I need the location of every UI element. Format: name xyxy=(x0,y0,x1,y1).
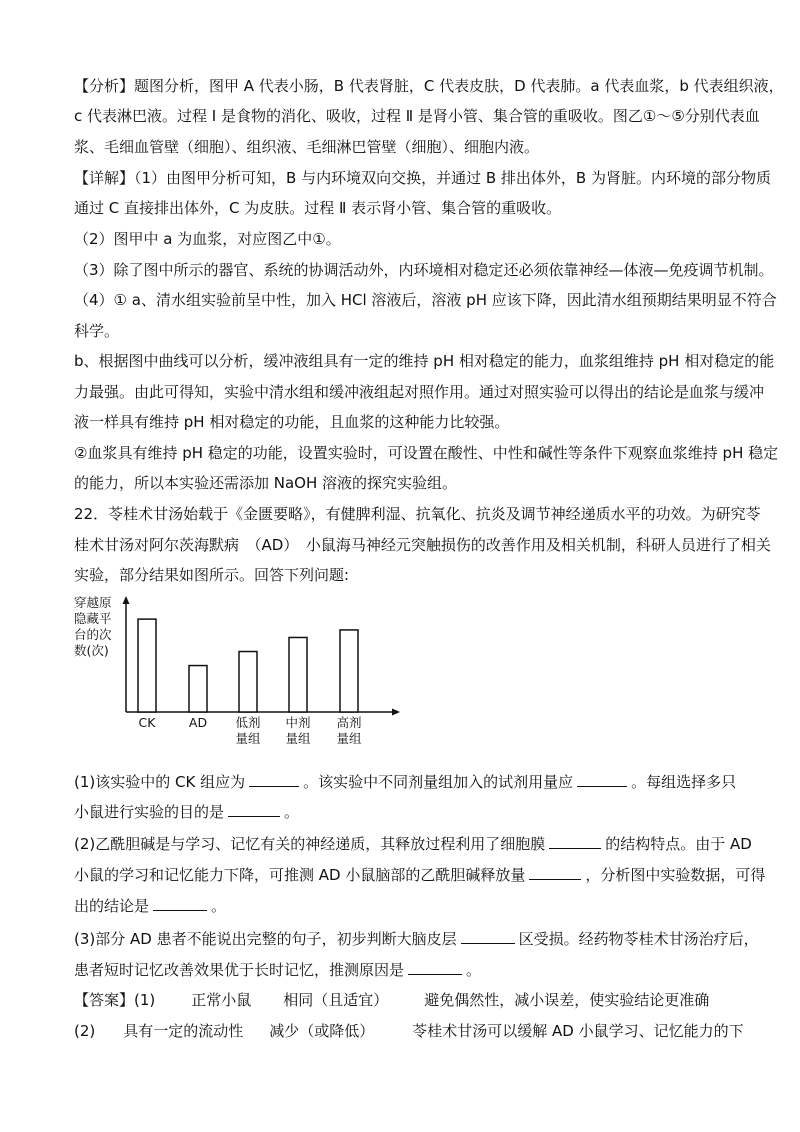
detail-line-6: 科学。 xyxy=(74,322,120,340)
analysis-line-3: 浆、毛细血管壁（细胞）、组织液、毛细淋巴管壁（细胞）、细胞内液。 xyxy=(74,138,540,156)
detail-line-1: 【详解】（1）由图甲分析可知，B 与内环境双向交换，并通过 B 排出体外，B 为肾脏。内环境的部分物质 xyxy=(74,169,771,187)
q2-blank-1 xyxy=(549,834,601,849)
bar-2 xyxy=(239,652,257,712)
detail-line-5: （4）① a、清水组实验前呈中性，加入 HCl 溶液后，溶液 pH 应该下降，因此清水组预期结果明显不符合 xyxy=(74,291,777,309)
question-22-line-1: 22．苓桂术甘汤始载于《金匮要略》，有健脾利湿、抗氧化、抗炎及调节神经递质水平的功效。为研究苓 xyxy=(74,505,761,523)
q2-line-2 xyxy=(74,865,765,885)
q2-blank-2 xyxy=(529,865,581,880)
answer-label: 【答案】(1) xyxy=(74,991,156,1009)
q3-line-1 xyxy=(74,929,759,949)
x-tick-label-4-line-1: 高剂 xyxy=(336,715,362,730)
x-axis-arrow xyxy=(392,709,400,716)
detail-line-2: 通过 C 直接排出体外，C 为皮肤。过程 Ⅱ 表示肾小管、集合管的重吸收。 xyxy=(74,199,562,217)
y-axis-arrow xyxy=(123,596,130,604)
y-label-line-4: 数(次) xyxy=(74,643,109,658)
q3-blank-2 xyxy=(408,960,462,975)
answer-1-1: 正常小鼠 xyxy=(191,991,252,1009)
detail-line-10: ②血浆具有维持 pH 稳定的功能，设置实验时，可设置在酸性、中性和碱性等条件下观察血浆维持 pH 稳定 xyxy=(74,444,779,462)
q2-blank-3 xyxy=(153,896,207,911)
q2-text-b: 的结构特点。由于 AD xyxy=(605,835,752,853)
q2-line-1 xyxy=(74,834,752,854)
analysis-line-2: c 代表淋巴液。过程 Ⅰ 是食物的消化、吸收，过程 Ⅱ 是肾小管、集合管的重吸收。图乙①～⑤分别代表血 xyxy=(74,107,760,125)
answer-label-2: (2) xyxy=(74,1022,96,1040)
q2-text-d: ，分析图中实验数据，可得 xyxy=(585,866,766,884)
x-tick-label-1-line-1: AD xyxy=(188,715,208,730)
x-tick-label-2-line-1: 低剂 xyxy=(235,715,261,730)
q3-text-a: (3)部分 AD 患者不能说出完整的句子，初步判断大脑皮层 xyxy=(74,930,457,948)
q3-line-2 xyxy=(74,960,481,980)
answer-2-1: 具有一定的流动性 xyxy=(123,1022,244,1040)
q2-text-e: 出的结论是 xyxy=(74,897,150,915)
q1-line-2 xyxy=(74,802,299,822)
q1-blank-1 xyxy=(249,772,299,787)
x-tick-label-2-line-2: 量组 xyxy=(235,731,261,746)
q1-text-d: 小鼠进行实验的目的是 xyxy=(74,803,225,821)
q1-text-e: 。 xyxy=(284,803,300,821)
bar-4 xyxy=(340,630,358,712)
q3-blank-1 xyxy=(461,929,515,944)
question-22-line-2: 桂术甘汤对阿尔茨海默病 （AD） 小鼠海马神经元突触损伤的改善作用及相关机制，科研人员进行了相关 xyxy=(74,536,771,554)
y-axis-label xyxy=(74,595,112,658)
bar-1 xyxy=(189,666,207,712)
x-tick-label-4-line-2: 量组 xyxy=(336,731,362,746)
detail-line-7: b、根据图中曲线可以分析，缓冲液组具有一定的维持 pH 相对稳定的能力，血浆组维持 pH 相对稳定的能 xyxy=(74,352,775,370)
bar-chart xyxy=(74,594,424,754)
analysis-line-1: 【分析】题图分析，图甲 A 代表小肠，B 代表肾脏，C 代表皮肤，D 代表肺。a 代表血浆，b 代表组织液， xyxy=(74,77,784,95)
answer-2-2: 减少（或降低） xyxy=(269,1022,375,1040)
q3-text-b: 区受损。经药物苓桂术甘汤治疗后， xyxy=(518,930,759,948)
answer-2-3: 苓桂术甘汤可以缓解 AD 小鼠学习、记忆能力的下 xyxy=(412,1022,744,1040)
x-tick-label-0-line-1: CK xyxy=(138,715,156,730)
answer-line-1 xyxy=(74,990,709,1010)
bar-3 xyxy=(289,637,307,712)
y-label-line-3: 台的次 xyxy=(74,627,112,642)
q2-line-3 xyxy=(74,896,226,916)
answer-line-2 xyxy=(74,1021,744,1041)
q2-text-f: 。 xyxy=(211,897,227,915)
q1-text-c: 。每组选择多只 xyxy=(631,773,737,791)
x-tick-label-3-line-1: 中剂 xyxy=(285,715,311,730)
bar-0 xyxy=(138,619,156,712)
q2-text-c: 小鼠的学习和记忆能力下降，可推测 AD 小鼠脑部的乙酰胆碱释放量 xyxy=(74,866,526,884)
detail-line-9: 液一样具有维持 pH 相对稳定的功能，且血浆的这种能力比较强。 xyxy=(74,413,510,431)
question-22-line-3: 实验，部分结果如图所示。回答下列问题: xyxy=(74,566,350,584)
q2-text-a: (2)乙酰胆碱是与学习、记忆有关的神经递质，其释放过程利用了细胞膜 xyxy=(74,835,546,853)
q1-text-a: (1)该实验中的 CK 组应为 xyxy=(74,773,246,791)
x-tick-labels xyxy=(139,715,362,746)
q1-blank-3 xyxy=(228,802,280,817)
q3-text-d: 。 xyxy=(466,961,482,979)
q1-blank-2 xyxy=(577,772,627,787)
q3-text-c: 患者短时记忆改善效果优于长时记忆，推测原因是 xyxy=(74,961,405,979)
y-label-line-1: 穿越原 xyxy=(74,595,112,610)
detail-line-4: （3）除了图中所示的器官、系统的协调活动外，内环境相对稳定还必须依靠神经—体液—免疫调节机制。 xyxy=(74,261,774,279)
answer-1-3: 避免偶然性，减小误差，使实验结论更准确 xyxy=(424,991,710,1009)
detail-line-3: （2）图甲中 a 为血浆，对应图乙中①。 xyxy=(74,230,341,248)
q1-text-b: 。该实验中不同剂量组加入的试剂用量应 xyxy=(303,773,574,791)
x-tick-label-3-line-2: 量组 xyxy=(285,731,311,746)
y-label-line-2: 隐藏平 xyxy=(74,611,112,626)
detail-line-11: 的能力，所以本实验还需添加 NaOH 溶液的探究实验组。 xyxy=(74,474,458,492)
bars-group xyxy=(138,619,358,712)
detail-line-8: 力最强。由此可得知，实验中清水组和缓冲液组起对照作用。通过对照实验可以得出的结论是血浆与缓冲 xyxy=(74,383,765,401)
q1-line-1 xyxy=(74,772,736,792)
answer-1-2: 相同（且适宜） xyxy=(283,991,389,1009)
